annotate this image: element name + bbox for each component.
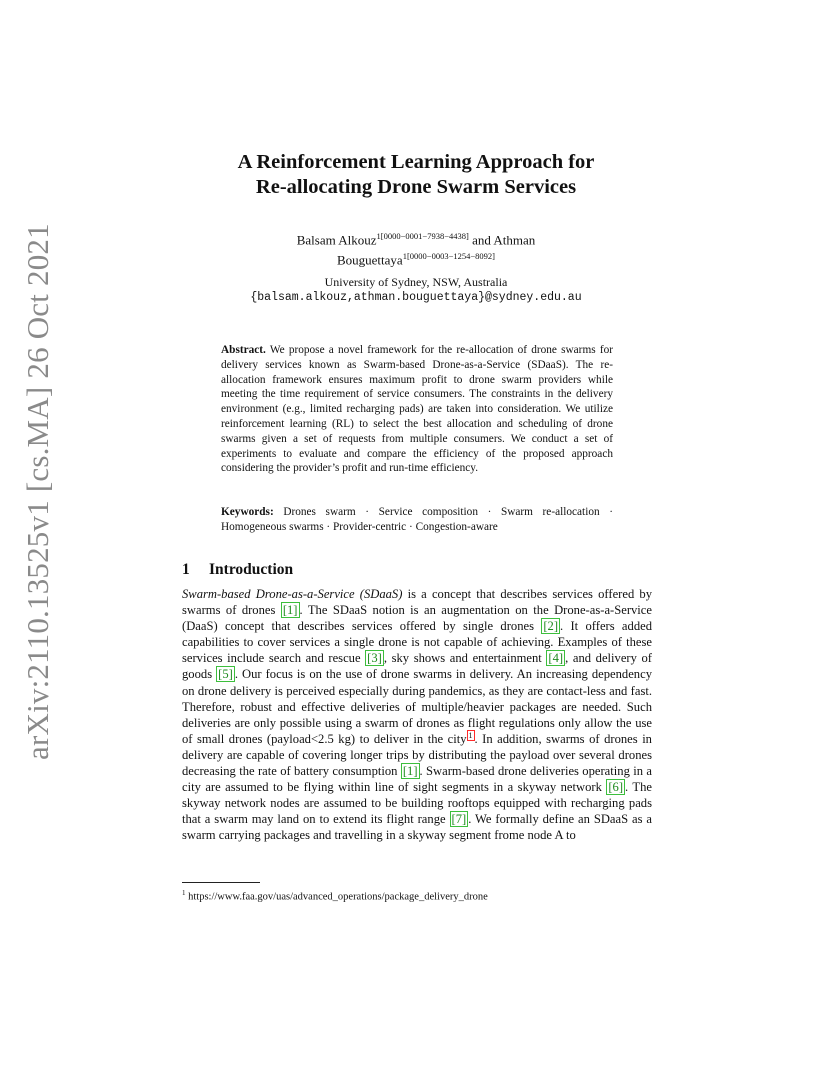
email[interactable]: {balsam.alkouz,athman.bouguettaya}@sydney.edu.au xyxy=(250,291,582,304)
footnote xyxy=(182,887,488,904)
citation-link[interactable]: [3] xyxy=(367,651,382,666)
affiliation-block xyxy=(140,274,692,306)
intro-text: . The SDaaS notion is an augmentation on the Drone-as-a-Service (DaaS) concept that describes services offered by single drones xyxy=(182,603,652,634)
abstract xyxy=(221,343,613,476)
section-heading xyxy=(182,561,293,579)
author-2: Bouguettaya xyxy=(336,252,403,268)
intro-text: . The skyway network nodes are assumed to be building rooftops equipped with recharging pads that a swarm may land on to extend its flight range xyxy=(182,780,652,827)
citation-link[interactable]: [6] xyxy=(608,780,624,795)
citation-link[interactable]: [1] xyxy=(282,603,298,618)
intro-text: , and delivery of goods xyxy=(182,651,653,682)
intro-italic-term: Swarm-based Drone-as-a-Service (SDaaS) xyxy=(182,587,403,601)
intro-text: . It offers added capabilities to cover services a single drone is not capable of achieving. Examples of these services include search and rescue xyxy=(182,619,653,666)
intro-text: . We formally define an SDaaS as a swarm carrying packages and travelling in a skyway segment frome node A to xyxy=(182,812,652,843)
intro-text: . In addition, swarms of drones in delivery are capable of covering longer trips by distributing the payload over several drones decreasing the rate of battery consumption xyxy=(182,731,652,779)
title-line-2: Re-allocating Drone Swarm Services xyxy=(255,176,577,198)
author-conjunction: and Athman xyxy=(468,232,536,248)
author-2-orcid: 1[0000−0003−1254−8092] xyxy=(402,251,495,262)
keywords-label: Keywords: xyxy=(221,506,274,518)
citation-link[interactable]: [5] xyxy=(218,667,233,682)
intro-text: . Our focus is on the use of drone swarms in delivery. An increasing dependency on drone delivery is perceived especially during pandemics, as they are contact-less and fast. Therefore, robust and effective deliveries of multiple/heavier packages are needed. Such deliveries are only possible using a swarm of drones as flight regulations only allow the use of small drones (payload<2.5 kg) to deliver in the city xyxy=(182,667,652,746)
abstract-label: Abstract. xyxy=(221,344,266,356)
intro-text: , sky shows and entertainment xyxy=(383,651,547,666)
intro-paragraph xyxy=(182,586,652,844)
paper-title xyxy=(140,150,692,200)
footnote-divider xyxy=(182,882,260,883)
title-line-1: A Reinforcement Learning Approach for xyxy=(237,151,595,173)
citation-link[interactable]: [4] xyxy=(548,651,564,666)
footnote-link[interactable]: 1 xyxy=(468,730,473,740)
abstract-text: We propose a novel framework for the re-allocation of drone swarms for delivery services known as Swarm-based Drone-as-a-Service (SDaaS). The re-allocation framework ensures maximum profit to drone swarm providers while meeting the time requirement of service consumers. The constraints in the delivery environment (e.g., limited recharging pads) are taken into consideration. We utilize reinforcement learning (RL) to select the best allocation and scheduling of drone swarms given a set of requests from multiple consumers. We conduct a set of experiments to evaluate and compare the efficiency of the proposed approach considering the provider’s profit and run-time efficiency. xyxy=(221,344,613,475)
author-block xyxy=(140,228,692,269)
author-1-orcid: 1[0000−0001−7938−4438] xyxy=(376,231,469,241)
footnote-number: 1 xyxy=(182,889,186,897)
section-number: 1 xyxy=(182,561,190,578)
keywords xyxy=(221,505,613,535)
author-1: Balsam Alkouz xyxy=(296,232,377,248)
citation-link[interactable]: [1] xyxy=(402,764,418,779)
intro-text: is a concept that describes services offered by swarms of drones xyxy=(182,587,653,618)
intro-text: . Swarm-based drone deliveries operating in a city are assumed to be flying within line of sight segments in a skyway network xyxy=(182,764,652,795)
footnote-url[interactable]: https://www.faa.gov/uas/advanced_operations/package_delivery_drone xyxy=(185,891,488,903)
keywords-text: Drones swarm · Service composition · Swarm re-allocation · Homogeneous swarms · Provider-centric · Congestion-aware xyxy=(221,506,613,533)
arxiv-watermark: arXiv:2110.13525v1 [cs.MA] 26 Oct 2021 xyxy=(20,223,55,760)
section-title: Introduction xyxy=(209,561,294,578)
citation-link[interactable]: [7] xyxy=(451,812,467,827)
affiliation: University of Sydney, NSW, Australia xyxy=(324,275,508,289)
citation-link[interactable]: [2] xyxy=(543,619,559,634)
